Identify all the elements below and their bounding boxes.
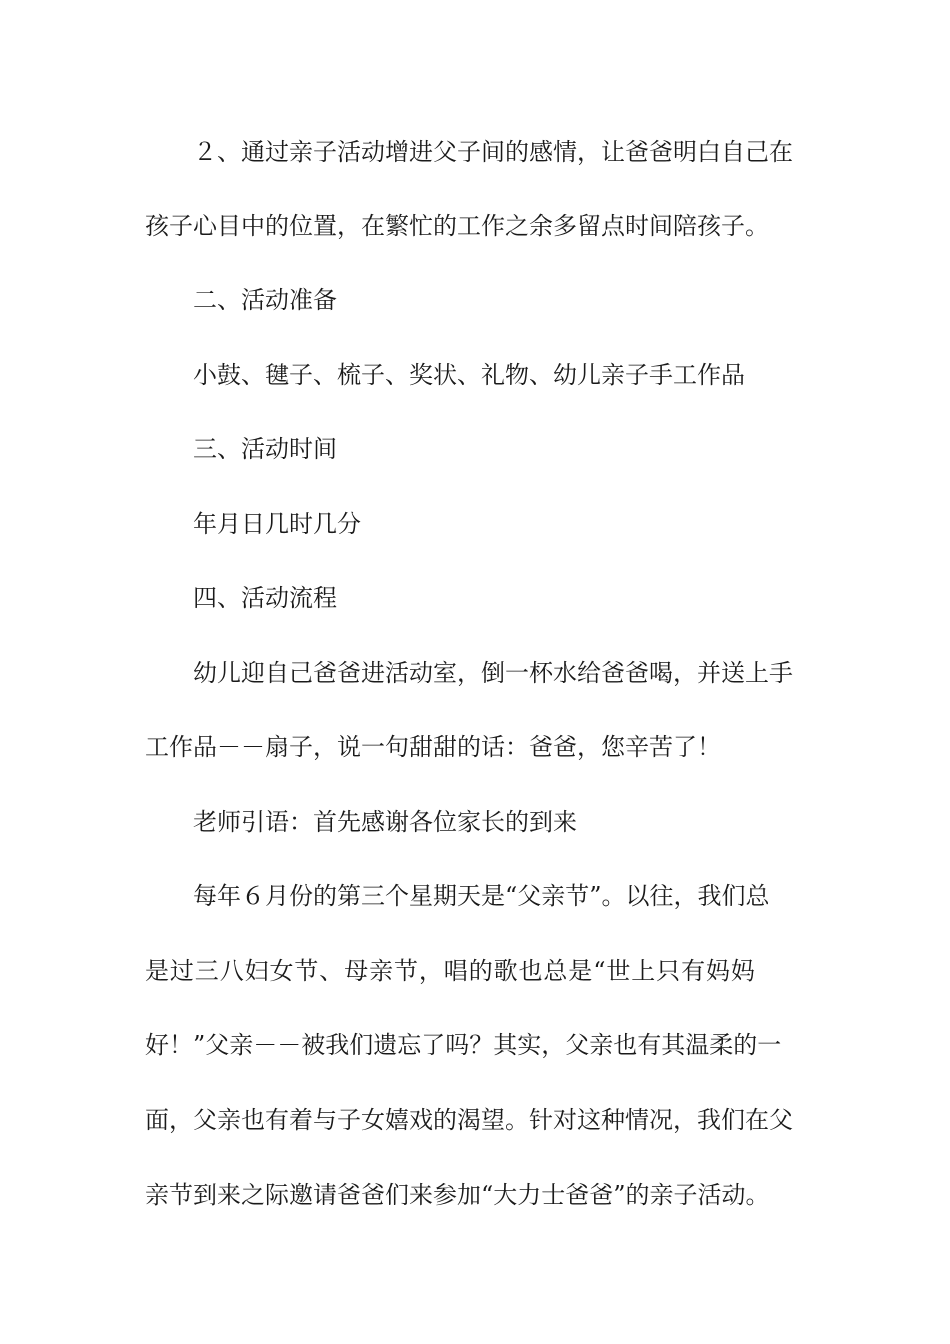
section-heading-preparation: 二、活动准备 (193, 286, 337, 314)
process-paragraph-line-2: 工作品－－扇子，说一句甜甜的话：爸爸，您辛苦了！ (145, 733, 721, 761)
paragraph-goal-2-line-1: ２、通过亲子活动增进父子间的感情，让爸爸明白自己在 (193, 138, 793, 166)
activity-time-value: 年月日几时几分 (193, 510, 361, 538)
teacher-intro: 老师引语：首先感谢各位家长的到来 (193, 808, 577, 836)
process-paragraph-line-1: 幼儿迎自己爸爸进活动室，倒一杯水给爸爸喝，并送上手 (193, 659, 793, 687)
section-heading-process: 四、活动流程 (193, 584, 337, 612)
fathers-day-paragraph-line-2: 是过三八妇女节、母亲节，唱的歌也总是“世上只有妈妈 (145, 957, 756, 985)
paragraph-goal-2-line-2: 孩子心目中的位置，在繁忙的工作之余多留点时间陪孩子。 (145, 212, 769, 240)
fathers-day-paragraph-line-4: 面，父亲也有着与子女嬉戏的渴望。针对这种情况，我们在父 (145, 1106, 793, 1134)
fathers-day-paragraph-line-3: 好！”父亲－－被我们遗忘了吗？其实，父亲也有其温柔的一 (145, 1031, 782, 1059)
fathers-day-paragraph-line-5: 亲节到来之际邀请爸爸们来参加“大力士爸爸”的亲子活动。 (145, 1181, 770, 1209)
fathers-day-paragraph-line-1: 每年６月份的第三个星期天是“父亲节”。以往，我们总 (193, 882, 770, 910)
section-heading-time: 三、活动时间 (193, 435, 337, 463)
preparation-materials: 小鼓、毽子、梳子、奖状、礼物、幼儿亲子手工作品 (193, 361, 745, 389)
